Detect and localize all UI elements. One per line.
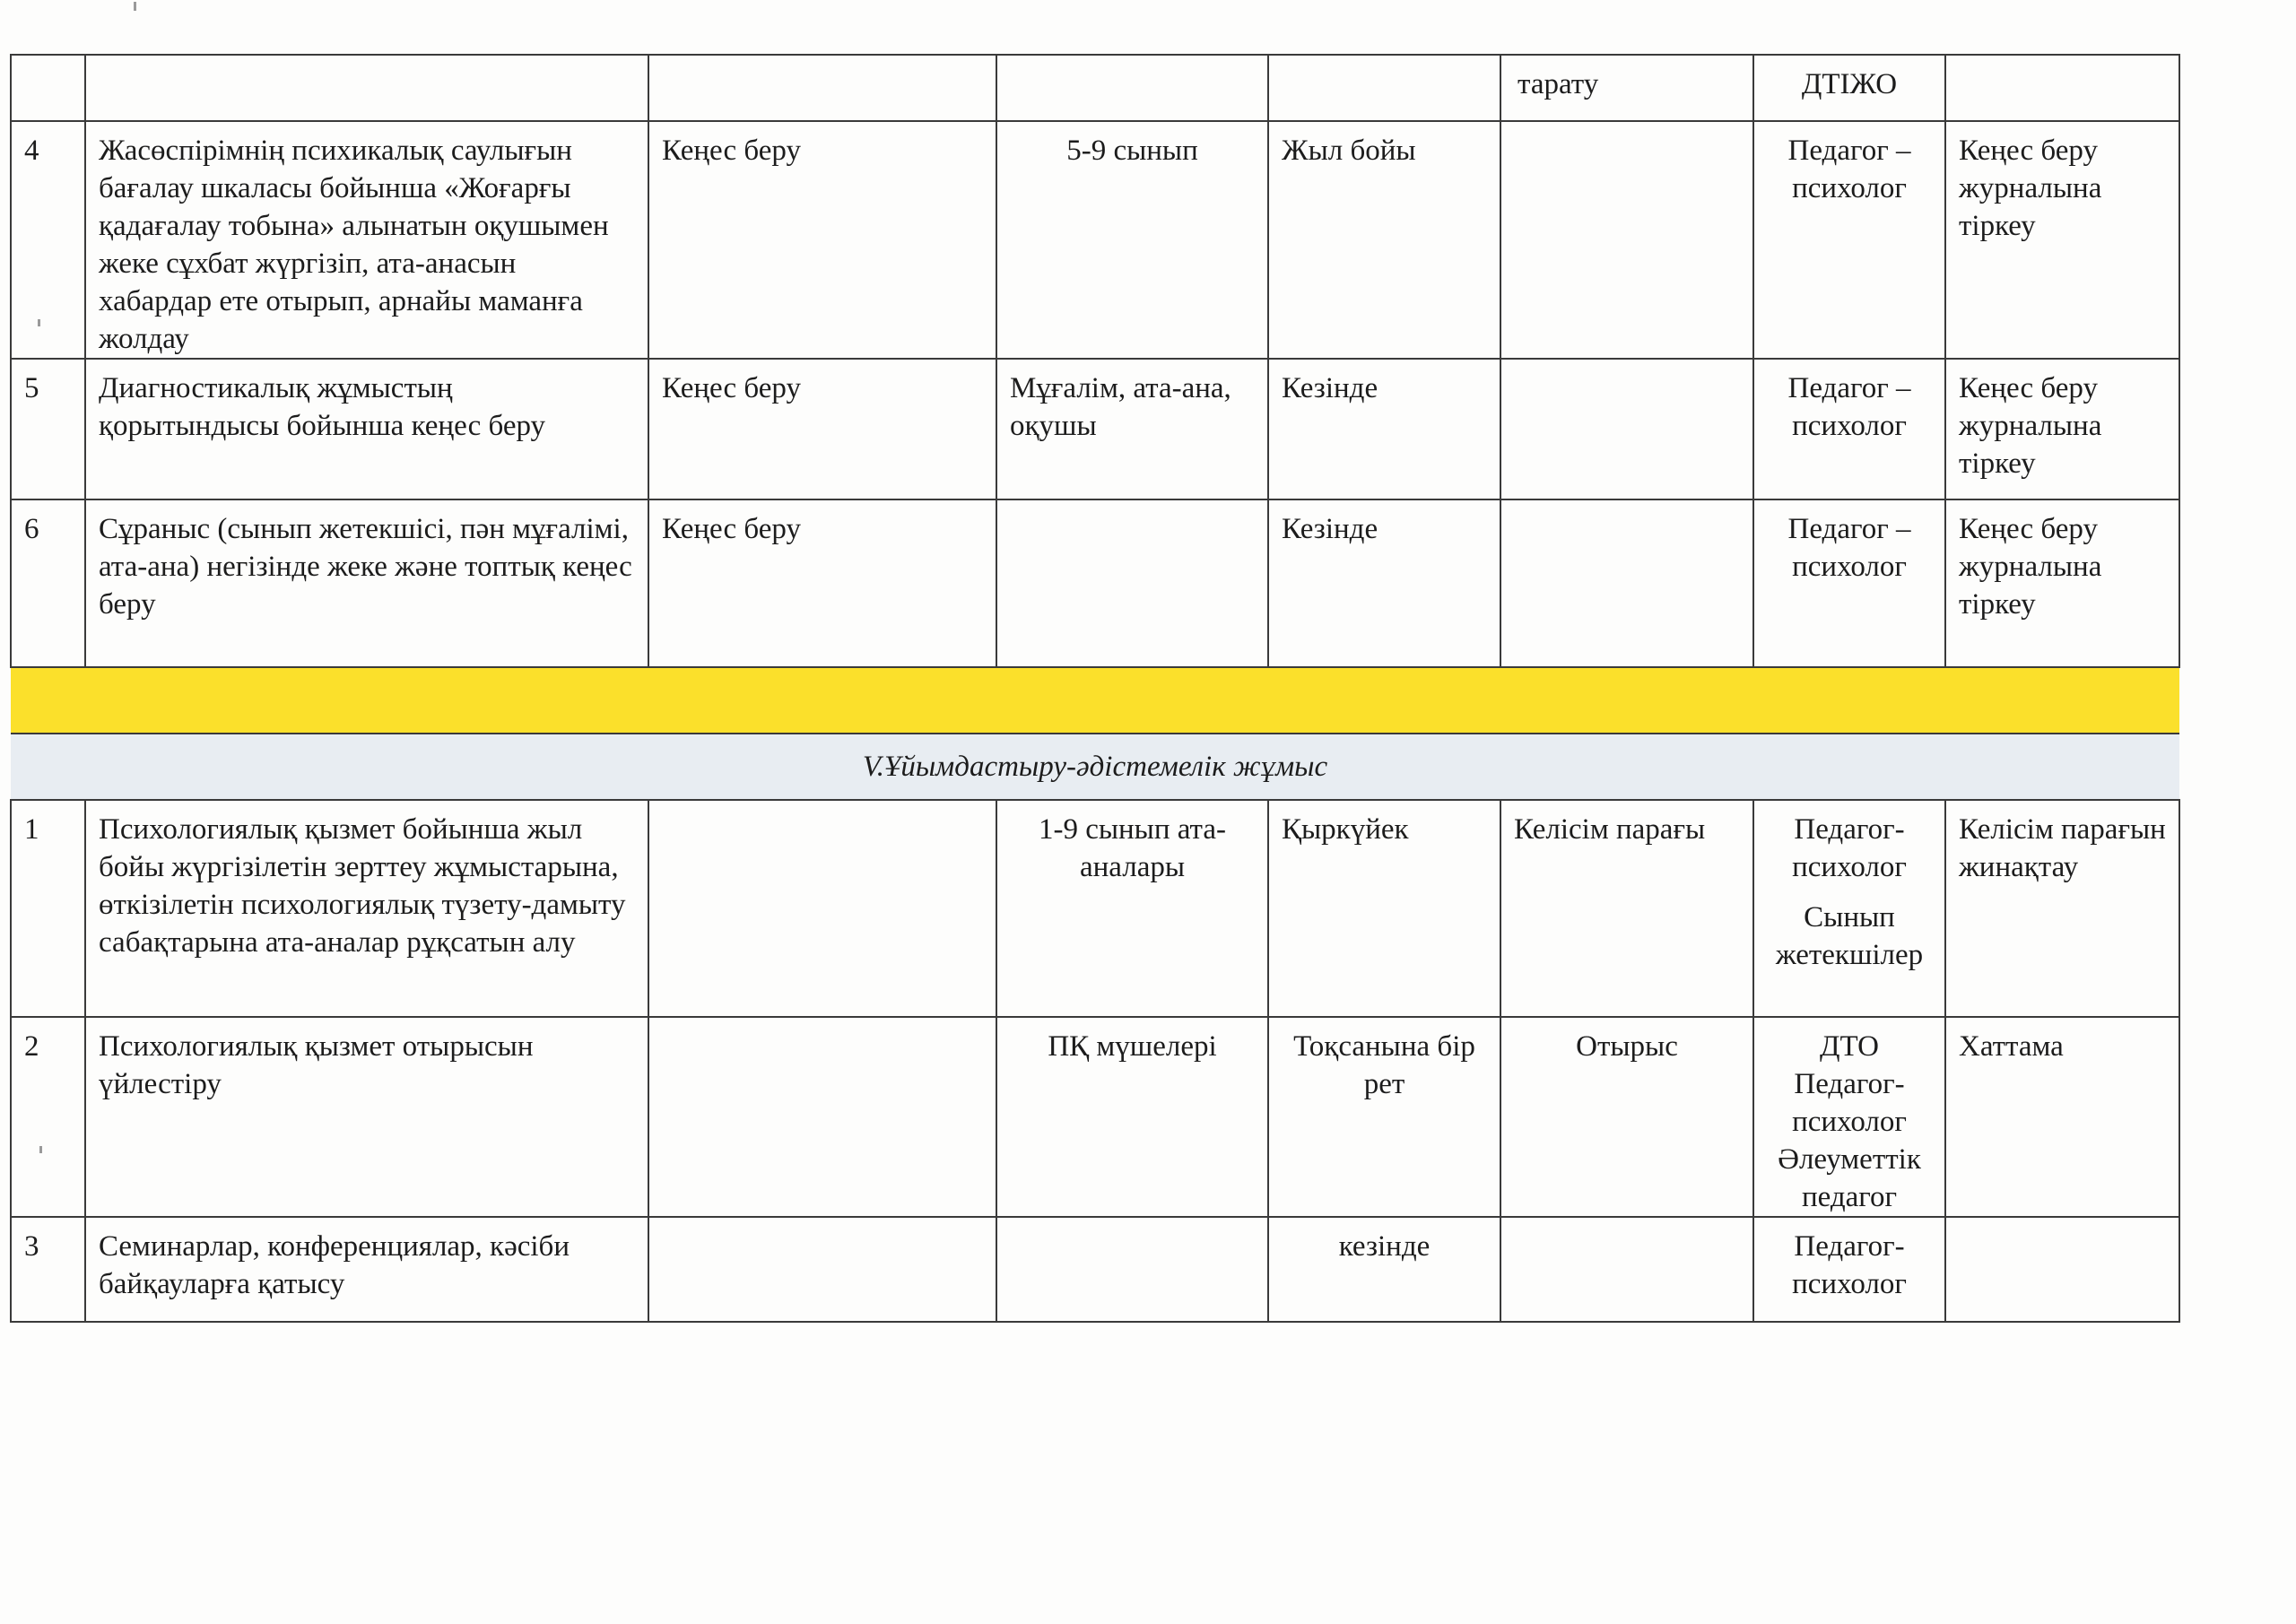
table-row [11, 55, 2179, 121]
responsible-cell [1753, 800, 1945, 1017]
result-cell: Келісім парағы [1500, 800, 1753, 1017]
time-cell: Кезінде [1268, 499, 1500, 667]
responsible-line: Педагог – [1787, 135, 1911, 167]
time-cell [1268, 55, 1500, 121]
responsible-cell [1753, 499, 1945, 667]
section-title: V.Ұйымдастыру-әдістемелік жұмыс [11, 734, 2179, 800]
form-cell: Кеңес беру [648, 121, 996, 359]
responsible-line: психолог [1792, 1106, 1907, 1138]
form-cell [648, 800, 996, 1017]
row-number: 3 [11, 1217, 85, 1322]
form-cell [648, 55, 996, 121]
form-cell [648, 1017, 996, 1217]
scan-speck [134, 2, 136, 11]
responsible-gap [1767, 886, 1932, 899]
responsible-cell: ДТІЖО [1753, 55, 1945, 121]
table-row [11, 1017, 2179, 1217]
row-number: 6 [11, 499, 85, 667]
responsible-cell [1753, 121, 1945, 359]
activity-cell: Психологиялық қызмет отырысын үйлестіру [85, 1017, 648, 1217]
responsible-line: психолог [1792, 410, 1907, 442]
result-cell: Отырыс [1500, 1017, 1753, 1217]
responsible-line: Сынып [1804, 901, 1895, 934]
plan-table [10, 54, 2180, 1323]
row-number [11, 55, 85, 121]
section-band-fill [11, 667, 2179, 734]
activity-cell: Диагностикалық жұмыстың қорытындысы бойынша кеңес беру [85, 359, 648, 499]
note-cell: Кеңес беру журналына тіркеу [1945, 359, 2179, 499]
result-cell [1500, 121, 1753, 359]
responsible-line: Педагог – [1787, 513, 1911, 545]
activity-cell: Жасөспірімнің психикалық саулығын бағалау шкаласы бойынша «Жоғарғы қадағалау тобына» алынатын оқушымен жеке сұхбат жүргізіп, ата-анасын хабардар ете отырып, арнайы маманға жолдау [85, 121, 648, 359]
row-number: 5 [11, 359, 85, 499]
note-cell [1945, 1217, 2179, 1322]
time-cell: кезінде [1268, 1217, 1500, 1322]
time-cell: Жыл бойы [1268, 121, 1500, 359]
note-cell: Кеңес беру журналына тіркеу [1945, 499, 2179, 667]
responsible-line: Педагог- [1794, 1068, 1905, 1100]
responsible-line: психолог [1792, 851, 1907, 883]
time-cell: Қыркүйек [1268, 800, 1500, 1017]
activity-cell [85, 55, 648, 121]
participants-cell [996, 499, 1268, 667]
responsible-line: ДТО [1819, 1030, 1880, 1063]
section-header [11, 734, 2179, 800]
responsible-line: психолог [1792, 1268, 1907, 1300]
time-cell: Тоқсанына бір рет [1268, 1017, 1500, 1217]
responsible-line: жетекшілер [1775, 939, 1924, 971]
table-row [11, 800, 2179, 1017]
responsible-line: психолог [1792, 172, 1907, 204]
result-cell [1500, 1217, 1753, 1322]
responsible-line: Педагог- [1794, 813, 1905, 846]
table-row [11, 1217, 2179, 1322]
form-cell [648, 1217, 996, 1322]
note-cell: Кеңес беру журналына тіркеу [1945, 121, 2179, 359]
row-number: 2 [11, 1017, 85, 1217]
row-number: 1 [11, 800, 85, 1017]
row-number: 4 [11, 121, 85, 359]
activity-cell: Сұраныс (сынып жетекшісі, пән мұғалімі, ата-ана) негізінде жеке және топтық кеңес беру [85, 499, 648, 667]
responsible-line: Педагог- [1794, 1230, 1905, 1263]
table-row [11, 121, 2179, 359]
participants-cell [996, 1217, 1268, 1322]
activity-cell: Семинарлар, конференциялар, кәсіби байқауларға қатысу [85, 1217, 648, 1322]
responsible-line: Әлеуметтік [1778, 1143, 1921, 1176]
note-cell: Келісім парағын жинақтау [1945, 800, 2179, 1017]
responsible-line: психолог [1792, 551, 1907, 583]
responsible-cell [1753, 1017, 1945, 1217]
note-cell [1945, 55, 2179, 121]
result-cell: тарату [1500, 55, 1753, 121]
responsible-cell [1753, 359, 1945, 499]
form-cell: Кеңес беру [648, 359, 996, 499]
time-cell: Кезінде [1268, 359, 1500, 499]
table-row [11, 499, 2179, 667]
participants-cell [996, 55, 1268, 121]
participants-cell: Мұғалім, ата-ана, оқушы [996, 359, 1268, 499]
responsible-cell [1753, 1217, 1945, 1322]
participants-cell: ПҚ мүшелері [996, 1017, 1268, 1217]
participants-cell: 5-9 сынып [996, 121, 1268, 359]
activity-cell: Психологиялық қызмет бойынша жыл бойы жүргізілетін зерттеу жұмыстарына, өткізілетін психологиялық түзету-дамыту сабақтарына ата-аналар рұқсатын алу [85, 800, 648, 1017]
responsible-line: Педагог – [1787, 372, 1911, 404]
section-band [11, 667, 2179, 734]
note-cell: Хаттама [1945, 1017, 2179, 1217]
participants-cell: 1-9 сынып ата-аналары [996, 800, 1268, 1017]
table-row [11, 359, 2179, 499]
form-cell: Кеңес беру [648, 499, 996, 667]
result-cell [1500, 499, 1753, 667]
responsible-line: педагог [1801, 1181, 1898, 1213]
result-cell [1500, 359, 1753, 499]
